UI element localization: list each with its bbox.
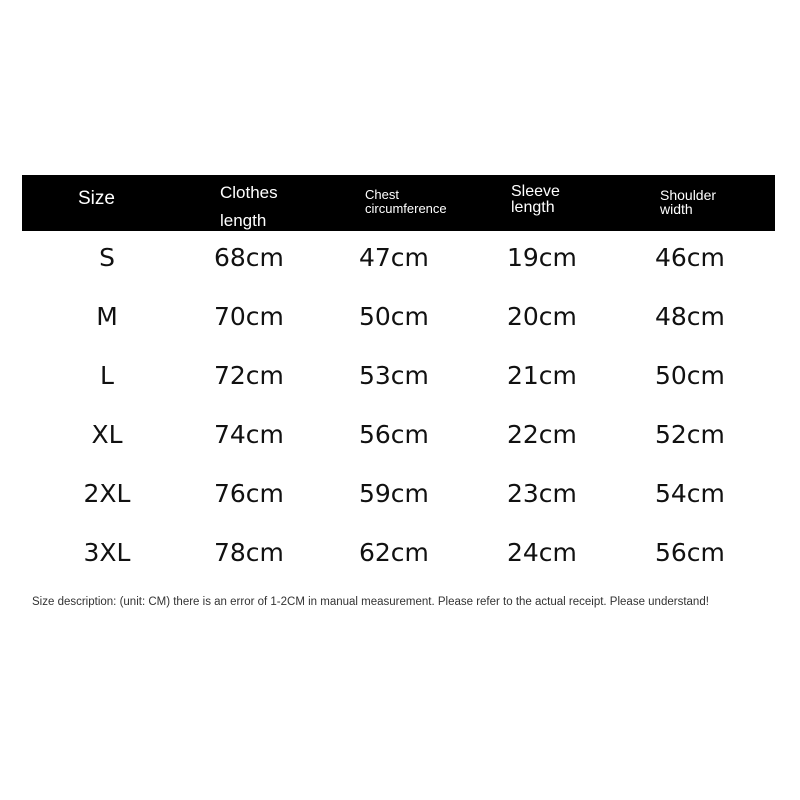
cell-sleeve: 23cm [507, 479, 577, 508]
cell-size: L [100, 361, 114, 390]
header-chest-circumference: Chest circumference [365, 187, 447, 216]
table-row [22, 231, 775, 290]
size-chart-table [22, 175, 775, 585]
table-header [22, 175, 775, 231]
cell-size: 2XL [83, 479, 131, 508]
cell-clothes-length: 74cm [214, 420, 284, 449]
cell-clothes-length: 76cm [214, 479, 284, 508]
cell-size: M [96, 302, 118, 331]
cell-chest: 53cm [359, 361, 429, 390]
table-row [22, 290, 775, 349]
cell-shoulder: 52cm [655, 420, 725, 449]
table-row [22, 467, 775, 526]
cell-sleeve: 22cm [507, 420, 577, 449]
table-row [22, 349, 775, 408]
cell-shoulder: 48cm [655, 302, 725, 331]
cell-shoulder: 50cm [655, 361, 725, 390]
cell-shoulder: 46cm [655, 243, 725, 272]
size-note: Size description: (unit: CM) there is an error of 1-2CM in manual measurement. Please refer to the actual receipt. Please understand! [32, 596, 709, 608]
header-clothes-length: Clothes length [220, 183, 278, 230]
header-sleeve-length: Sleeve length [511, 183, 560, 216]
header-shoulder-width: Shoulder width [660, 187, 717, 217]
cell-clothes-length: 70cm [214, 302, 284, 331]
cell-chest: 47cm [359, 243, 429, 272]
cell-shoulder: 56cm [655, 538, 725, 567]
cell-clothes-length: 78cm [214, 538, 284, 567]
table-row [22, 408, 775, 467]
table-body [22, 231, 775, 585]
cell-chest: 62cm [359, 538, 429, 567]
header-size: Size [78, 188, 115, 209]
table-row [22, 526, 775, 585]
cell-size: S [99, 243, 115, 272]
cell-shoulder: 54cm [655, 479, 725, 508]
cell-sleeve: 20cm [507, 302, 577, 331]
cell-sleeve: 21cm [507, 361, 577, 390]
cell-sleeve: 19cm [507, 243, 577, 272]
cell-chest: 56cm [359, 420, 429, 449]
cell-clothes-length: 72cm [214, 361, 284, 390]
cell-size: 3XL [83, 538, 131, 567]
cell-sleeve: 24cm [507, 538, 577, 567]
cell-clothes-length: 68cm [214, 243, 284, 272]
cell-size: XL [91, 420, 123, 449]
cell-chest: 50cm [359, 302, 429, 331]
cell-chest: 59cm [359, 479, 429, 508]
